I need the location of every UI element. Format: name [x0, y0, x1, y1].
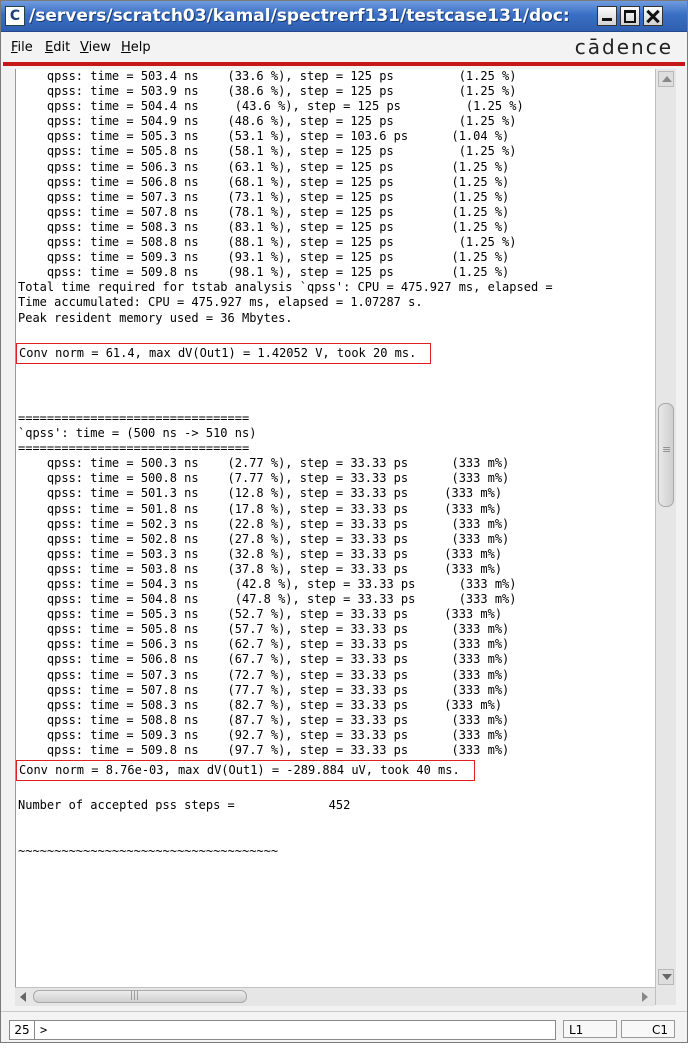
log-line: qpss: time = 503.4 ns (33.6 %), step = 125 ps (1.25 %) — [18, 69, 517, 83]
maximize-icon[interactable] — [620, 6, 640, 26]
log-line: qpss: time = 501.3 ns (12.8 %), step = 33.33 ps (333 m%) — [18, 486, 503, 501]
scroll-left-icon[interactable] — [17, 989, 33, 1005]
log-line: qpss: time = 503.8 ns (37.8 %), step = 33.33 ps (333 m%) — [18, 561, 503, 576]
log-line: qpss: time = 506.8 ns (68.1 %), step = 125 ps (1.25 %) — [18, 174, 510, 189]
brand-accent-line — [3, 62, 685, 66]
status-column-indicator: C1 — [621, 1020, 675, 1038]
log-line: Peak resident memory used = 36 Mbytes. — [18, 310, 293, 325]
log-line: qpss: time = 507.3 ns (72.7 %), step = 33.33 ps (333 m%) — [18, 667, 510, 682]
log-line: qpss: time = 502.8 ns (27.8 %), step = 33.33 ps (333 m%) — [18, 531, 510, 546]
scroll-down-icon[interactable] — [658, 969, 674, 985]
log-line: qpss: time = 509.3 ns (93.1 %), step = 125 ps (1.25 %) — [18, 250, 510, 265]
menu-help-mnemonic: H — [121, 40, 131, 55]
menu-file-label: ile — [17, 40, 33, 55]
menu-view-label: iew — [88, 40, 111, 55]
log-line: qpss: time = 505.8 ns (57.7 %), step = 33.33 ps (333 m%) — [18, 622, 510, 637]
menu-bar — [1, 32, 687, 62]
close-icon[interactable] — [643, 6, 663, 26]
status-line-indicator: L1 — [563, 1020, 617, 1038]
menu-view-mnemonic: V — [80, 40, 89, 55]
menu-help[interactable] — [121, 40, 151, 56]
log-line: qpss: time = 505.3 ns (53.1 %), step = 103.6 ps (1.04 %) — [18, 129, 510, 144]
log-line: qpss: time = 503.3 ns (32.8 %), step = 33.33 ps (333 m%) — [18, 546, 503, 561]
menu-file[interactable] — [11, 40, 33, 56]
blank-line — [18, 381, 656, 396]
vertical-scrollbar[interactable] — [655, 69, 676, 1005]
log-line: qpss: time = 507.8 ns (78.1 %), step = 125 ps (1.25 %) — [18, 204, 510, 219]
log-line: qpss: time = 507.8 ns (77.7 %), step = 33.33 ps (333 m%) — [18, 682, 510, 697]
blank-line — [18, 783, 656, 798]
log-line: qpss: time = 500.3 ns (2.77 %), step = 33.33 ps (333 m%) — [18, 456, 510, 471]
log-line: qpss: time = 506.3 ns (63.1 %), step = 125 ps (1.25 %) — [18, 159, 510, 174]
log-line: Total time required for tstab analysis `qpss': CPU = 475.927 ms, elapsed = — [18, 280, 553, 295]
log-line: qpss: time = 501.8 ns (17.8 %), step = 33.33 ps (333 m%) — [18, 501, 503, 516]
command-prompt: > — [40, 1023, 48, 1037]
horizontal-scrollbar[interactable] — [15, 987, 655, 1006]
convergence-highlight-box: Conv norm = 61.4, max dV(Out1) = 1.42052 V, took 20 ms. — [16, 343, 431, 364]
log-line: qpss: time = 500.8 ns (7.77 %), step = 33.33 ps (333 m%) — [18, 471, 510, 486]
log-line: ~~~~~~~~~~~~~~~~~~~~~~~~~~~~~~~~~~~~ — [18, 843, 279, 858]
blank-line — [18, 326, 656, 341]
menu-view[interactable] — [80, 40, 111, 56]
convergence-line — [18, 758, 656, 783]
log-line: qpss: time = 503.9 ns (38.6 %), step = 125 ps (1.25 %) — [18, 84, 517, 99]
cadence-c-icon[interactable]: C — [5, 6, 25, 26]
log-line: qpss: time = 504.8 ns (47.8 %), step = 33.33 ps (333 m%) — [18, 592, 517, 607]
log-line: qpss: time = 506.8 ns (67.7 %), step = 33.33 ps (333 m%) — [18, 652, 510, 667]
log-line: qpss: time = 509.8 ns (98.1 %), step = 125 ps (1.25 %) — [18, 265, 510, 280]
menu-edit[interactable] — [45, 40, 70, 56]
log-line: Time accumulated: CPU = 475.927 ms, elapsed = 1.07287 s. — [18, 295, 423, 310]
scroll-up-icon[interactable] — [658, 71, 674, 87]
window-title: /servers/scratch03/kamal/spectrerf131/testcase131/doc: — [29, 6, 570, 26]
log-line: qpss: time = 505.8 ns (58.1 %), step = 125 ps (1.25 %) — [18, 144, 517, 159]
log-line: qpss: time = 507.3 ns (73.1 %), step = 125 ps (1.25 %) — [18, 189, 510, 204]
convergence-highlight-box: Conv norm = 8.76e-03, max dV(Out1) = -289.884 uV, took 40 ms. — [16, 760, 475, 781]
log-line: qpss: time = 505.3 ns (52.7 %), step = 33.33 ps (333 m%) — [18, 607, 503, 622]
log-line: qpss: time = 509.3 ns (92.7 %), step = 33.33 ps (333 m%) — [18, 727, 510, 742]
menu-edit-mnemonic: E — [45, 40, 54, 55]
menu-file-mnemonic: F — [11, 40, 18, 55]
cadence-logo: cādence — [574, 35, 673, 59]
blank-line — [18, 828, 656, 843]
command-history-number: 25 — [9, 1020, 35, 1040]
log-line: qpss: time = 508.3 ns (82.7 %), step = 33.33 ps (333 m%) — [18, 697, 503, 712]
log-line: Number of accepted pss steps = 452 — [18, 798, 351, 813]
menu-help-label: elp — [130, 40, 151, 55]
blank-line — [18, 366, 656, 381]
scroll-right-icon[interactable] — [637, 989, 653, 1005]
log-line: qpss: time = 504.3 ns (42.8 %), step = 33.33 ps (333 m%) — [18, 577, 517, 591]
vertical-scroll-thumb[interactable] — [658, 403, 674, 507]
log-line: qpss: time = 504.9 ns (48.6 %), step = 125 ps (1.25 %) — [18, 114, 517, 129]
blank-line — [18, 813, 656, 828]
horizontal-scroll-thumb[interactable] — [33, 990, 247, 1003]
command-input[interactable] — [34, 1020, 556, 1040]
log-line: qpss: time = 506.3 ns (62.7 %), step = 33.33 ps (333 m%) — [18, 637, 510, 652]
log-line: ================================ — [18, 410, 250, 425]
log-text — [16, 69, 656, 859]
minimize-icon[interactable] — [597, 6, 617, 26]
command-bar — [1, 1011, 687, 1042]
log-line: qpss: time = 504.4 ns (43.6 %), step = 125 ps (1.25 %) — [18, 99, 524, 114]
convergence-line — [18, 341, 656, 366]
log-line: `qpss': time = (500 ns -> 510 ns) — [18, 426, 257, 441]
log-line: ================================ — [18, 441, 250, 456]
log-line: qpss: time = 508.3 ns (83.1 %), step = 125 ps (1.25 %) — [18, 219, 510, 234]
log-line: qpss: time = 502.3 ns (22.8 %), step = 33.33 ps (333 m%) — [18, 516, 510, 531]
blank-line — [18, 396, 656, 411]
log-line: qpss: time = 508.8 ns (87.7 %), step = 33.33 ps (333 m%) — [18, 712, 510, 727]
menu-edit-label: dit — [53, 40, 71, 55]
log-line: qpss: time = 508.8 ns (88.1 %), step = 125 ps (1.25 %) — [18, 235, 517, 250]
log-line: qpss: time = 509.8 ns (97.7 %), step = 33.33 ps (333 m%) — [18, 743, 510, 758]
log-output-area[interactable] — [15, 69, 656, 987]
title-bar[interactable] — [1, 1, 687, 32]
